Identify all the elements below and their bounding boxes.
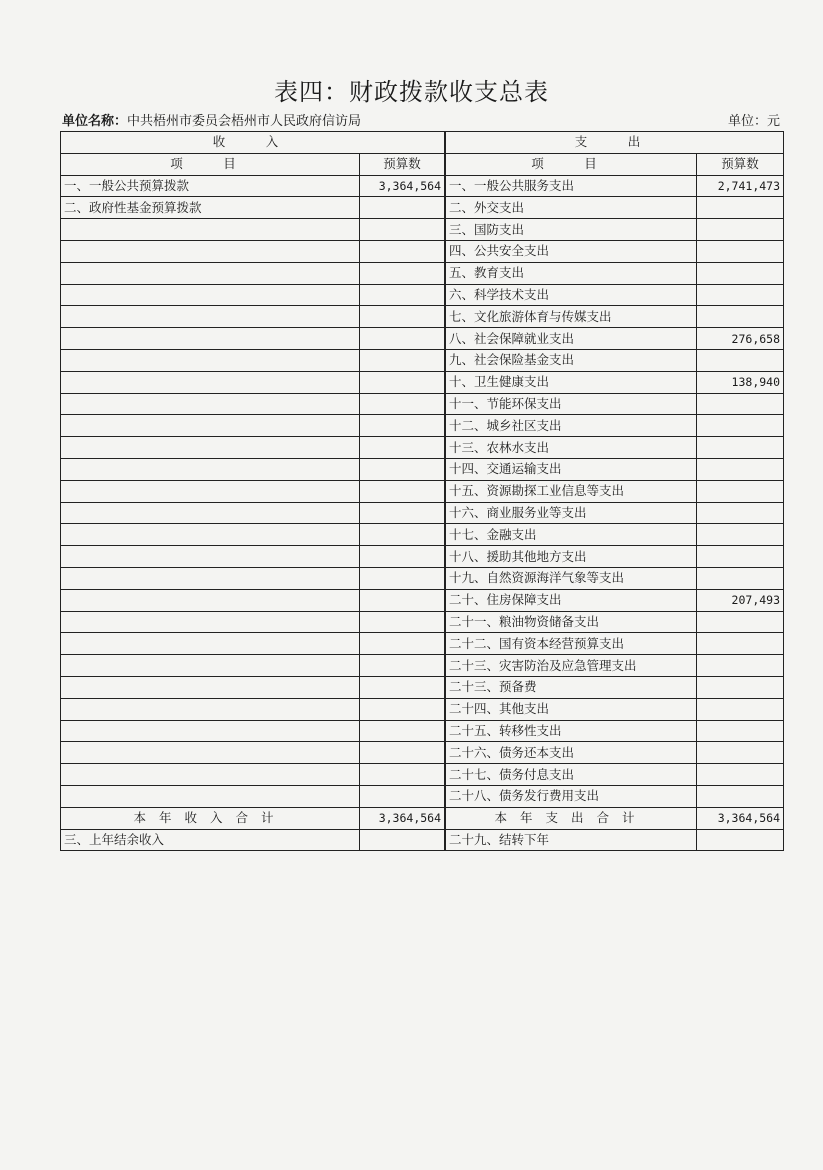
table-row [446,698,784,720]
income-item [61,785,360,807]
income-item [61,567,360,589]
table-row [446,197,784,219]
expense-value [697,349,784,371]
table-row [61,284,445,306]
income-item [61,262,360,284]
expense-total-row [446,807,784,829]
income-value [360,415,445,437]
income-value [360,349,445,371]
expense-item: 三、国防支出 [446,219,697,241]
table-row [446,676,784,698]
income-value [360,437,445,459]
income-value [360,219,445,241]
expense-value [697,240,784,262]
expense-col-item: 项 目 [446,153,697,175]
income-table [60,131,445,851]
table-row [446,546,784,568]
expense-item: 二十五、转移性支出 [446,720,697,742]
income-item [61,611,360,633]
page-title: 表四：财政拨款收支总表 [274,78,549,106]
expense-item: 十、卫生健康支出 [446,371,697,393]
table-row [61,567,445,589]
expense-item: 十八、援助其他地方支出 [446,546,697,568]
table-row [446,284,784,306]
expense-value [697,393,784,415]
table-row [446,240,784,262]
income-item: 一、一般公共预算拨款 [61,175,360,197]
table-row [61,175,445,197]
table-row [61,349,445,371]
table-row [61,589,445,611]
expense-total-value: 3,364,564 [697,807,784,829]
table-row [61,611,445,633]
expense-value [697,764,784,786]
expense-carry-label: 二十九、结转下年 [446,829,697,851]
expense-item: 十三、农林水支出 [446,437,697,459]
table-row [61,633,445,655]
expense-item: 十九、自然资源海洋气象等支出 [446,567,697,589]
expense-value [697,676,784,698]
expense-col-header-row [446,153,784,175]
expense-value [697,437,784,459]
table-row [61,698,445,720]
expense-value [697,284,784,306]
org-label: 单位名称： [62,114,128,129]
income-value [360,720,445,742]
income-item [61,415,360,437]
expense-total-label: 本年支出合计 [446,807,697,829]
income-item [61,633,360,655]
table-row [446,611,784,633]
table-row [61,480,445,502]
income-value [360,785,445,807]
table-row [446,349,784,371]
expense-item: 二十三、灾害防治及应急管理支出 [446,655,697,677]
expense-value [697,633,784,655]
income-item [61,284,360,306]
expense-item: 四、公共安全支出 [446,240,697,262]
income-value [360,589,445,611]
income-value [360,197,445,219]
table-row [61,415,445,437]
table-row [61,328,445,350]
expense-item: 五、教育支出 [446,262,697,284]
income-value [360,655,445,677]
income-item [61,219,360,241]
table-row [446,393,784,415]
table-row [61,720,445,742]
table-row [446,720,784,742]
expense-value: 276,658 [697,328,784,350]
table-row [61,764,445,786]
income-value [360,328,445,350]
table-row [446,502,784,524]
income-value [360,611,445,633]
table-row [446,437,784,459]
income-item [61,655,360,677]
income-item [61,328,360,350]
expense-value [697,415,784,437]
income-value [360,524,445,546]
table-row [446,633,784,655]
expense-header-row [446,132,784,154]
expense-item: 十五、资源勘探工业信息等支出 [446,480,697,502]
income-item [61,306,360,328]
expense-item: 二十八、债务发行费用支出 [446,785,697,807]
income-value [360,546,445,568]
expense-item: 十四、交通运输支出 [446,458,697,480]
expense-value [697,785,784,807]
expense-table [445,131,784,851]
table-row [61,393,445,415]
table-row [61,240,445,262]
income-total-label: 本年收入合计 [61,807,360,829]
expense-carry-value [697,829,784,851]
expense-item: 七、文化旅游体育与传媒支出 [446,306,697,328]
income-total-row [61,807,445,829]
table-row [61,742,445,764]
table-row [446,589,784,611]
expense-item: 二、外交支出 [446,197,697,219]
income-value [360,393,445,415]
table-row [61,458,445,480]
table-row [446,785,784,807]
income-value [360,284,445,306]
income-header: 收 入 [61,132,445,154]
expense-item: 九、社会保险基金支出 [446,349,697,371]
table-row [446,306,784,328]
org-info [62,110,361,129]
expense-item: 二十六、债务还本支出 [446,742,697,764]
income-value [360,458,445,480]
expense-value [697,742,784,764]
expense-value [697,197,784,219]
expense-value [697,698,784,720]
income-item [61,458,360,480]
table-row [446,328,784,350]
expense-value: 207,493 [697,589,784,611]
table-row [61,676,445,698]
income-value [360,240,445,262]
expense-item: 十一、节能环保支出 [446,393,697,415]
income-value [360,567,445,589]
expense-item: 二十四、其他支出 [446,698,697,720]
expense-carry-row [446,829,784,851]
expense-value [697,567,784,589]
income-carry-row [61,829,445,851]
income-value [360,306,445,328]
expense-item: 二十一、粮油物资储备支出 [446,611,697,633]
income-value [360,480,445,502]
income-item [61,720,360,742]
table-row [446,655,784,677]
income-carry-value [360,829,445,851]
income-col-item: 项 目 [61,153,360,175]
income-header-row [61,132,445,154]
table-row [61,785,445,807]
table-row [446,371,784,393]
income-item: 二、政府性基金预算拨款 [61,197,360,219]
expense-header: 支 出 [446,132,784,154]
table-row [61,502,445,524]
expense-value [697,480,784,502]
table-row [61,524,445,546]
expense-item: 一、一般公共服务支出 [446,175,697,197]
expense-table-body [446,132,784,851]
table-row [446,764,784,786]
income-value [360,262,445,284]
expense-value [697,219,784,241]
income-item [61,349,360,371]
income-value [360,764,445,786]
income-item [61,698,360,720]
org-name: 中共梧州市委员会梧州市人民政府信访局 [127,114,362,129]
income-item [61,371,360,393]
expense-item: 十二、城乡社区支出 [446,415,697,437]
income-value [360,698,445,720]
expense-item: 二十三、预备费 [446,676,697,698]
expense-value [697,611,784,633]
expense-value [697,524,784,546]
income-value [360,371,445,393]
income-item [61,589,360,611]
table-row [446,524,784,546]
income-item [61,393,360,415]
expense-item: 二十二、国有资本经营预算支出 [446,633,697,655]
income-item [61,742,360,764]
expense-item: 六、科学技术支出 [446,284,697,306]
expense-value [697,306,784,328]
table-row [446,175,784,197]
table-row [446,219,784,241]
table-row [61,437,445,459]
income-col-budget: 预算数 [360,153,445,175]
table-row [61,306,445,328]
table-row [61,197,445,219]
table-row [61,655,445,677]
income-value [360,502,445,524]
expense-item: 十六、商业服务业等支出 [446,502,697,524]
income-item [61,546,360,568]
income-col-header-row [61,153,445,175]
income-item [61,764,360,786]
income-item [61,437,360,459]
income-carry-label: 三、上年结余收入 [61,829,360,851]
unit-label: 单位：元 [727,114,780,129]
income-table-body [61,132,445,851]
expense-value [697,262,784,284]
income-value [360,633,445,655]
table-row [61,546,445,568]
expense-item: 八、社会保障就业支出 [446,328,697,350]
table-row [61,219,445,241]
table-row [446,567,784,589]
income-item [61,676,360,698]
expense-item: 二十、住房保障支出 [446,589,697,611]
table-row [446,480,784,502]
expense-col-budget: 预算数 [697,153,784,175]
expense-item: 十七、金融支出 [446,524,697,546]
expense-value [697,546,784,568]
income-item [61,524,360,546]
table-row [61,262,445,284]
expense-value [697,502,784,524]
table-row [61,371,445,393]
table-row [446,262,784,284]
income-total-value: 3,364,564 [360,807,445,829]
income-item [61,502,360,524]
income-item [61,480,360,502]
expense-item: 二十七、债务付息支出 [446,764,697,786]
expense-value [697,458,784,480]
expense-value: 2,741,473 [697,175,784,197]
income-value [360,676,445,698]
expense-value [697,720,784,742]
income-item [61,240,360,262]
expense-value [697,655,784,677]
table-row [446,458,784,480]
table-row [446,415,784,437]
income-value [360,742,445,764]
table-row [446,742,784,764]
income-value: 3,364,564 [360,175,445,197]
expense-value: 138,940 [697,371,784,393]
